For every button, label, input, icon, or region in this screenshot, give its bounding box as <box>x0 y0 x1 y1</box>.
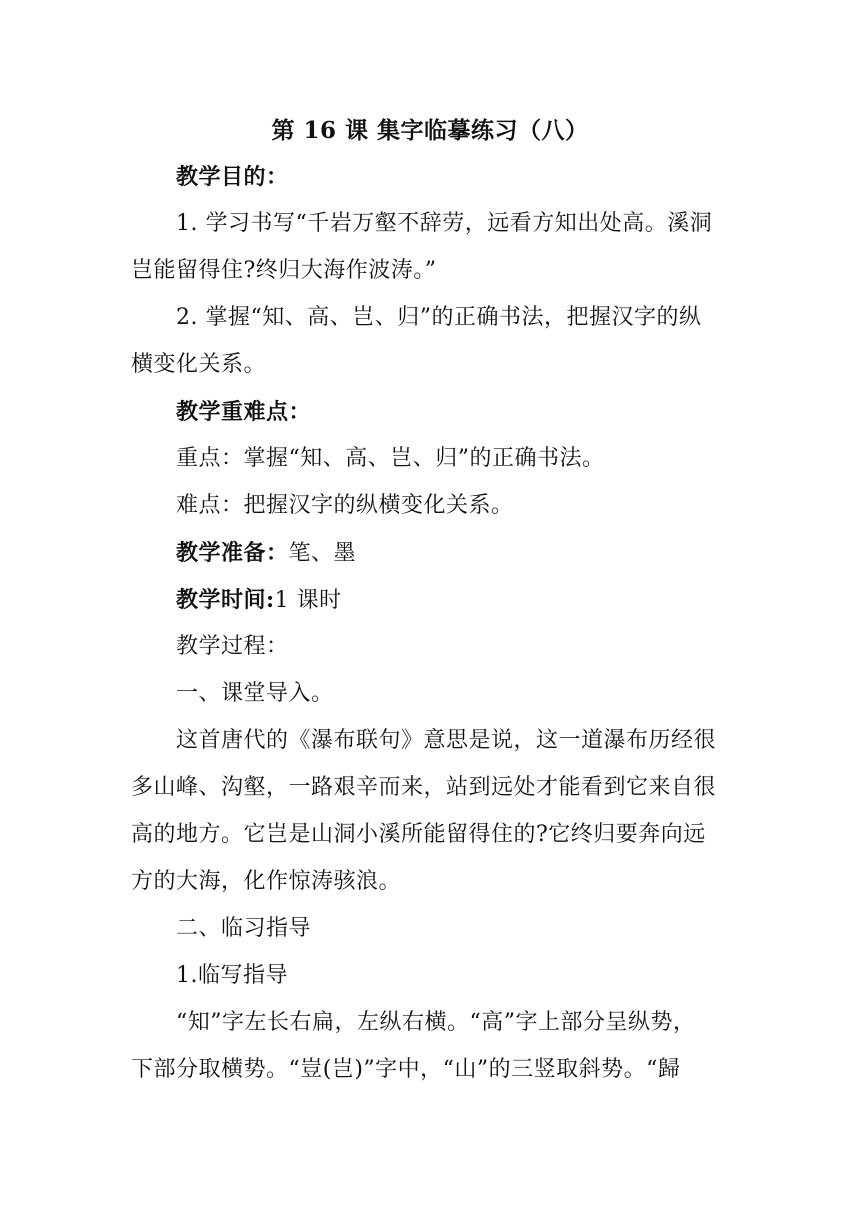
time-value: 1 课时 <box>274 588 342 613</box>
key-point: 重点：掌握“知、高、岂、归”的正确书法。 <box>176 446 605 471</box>
paragraph-1-line-1: 这首唐代的《瀑布联句》意思是说，这一道瀑布历经很 <box>176 728 717 753</box>
process-heading: 教学过程： <box>176 634 289 659</box>
time-label: 教学时间: <box>176 587 275 613</box>
paragraph-1-line-2: 多山峰、沟壑，一路艰辛而来，站到远处才能看到它来自很 <box>131 775 717 800</box>
goal-2-line-2: 横变化关系。 <box>131 352 267 377</box>
preparation-line <box>176 538 356 569</box>
subsection-1-heading: 1.临写指导 <box>176 963 288 988</box>
paragraph-2-line-2: 下部分取横势。“豈(岂)”字中，“山”的三竖取斜势。“歸 <box>131 1057 681 1082</box>
difficult-point: 难点：把握汉字的纵横变化关系。 <box>176 493 514 518</box>
preparation-label: 教学准备： <box>176 540 289 566</box>
paragraph-1-line-3: 高的地方。它岂是山洞小溪所能留得住的?它终归要奔向远 <box>131 822 706 847</box>
section-2-heading: 二、临习指导 <box>176 916 312 941</box>
paragraph-2-line-1: “知”字左长右扁，左纵右横。“高”字上部分呈纵势， <box>176 1010 696 1035</box>
preparation-value: 笔、墨 <box>288 541 357 566</box>
difficulty-heading: 教学重难点： <box>176 399 312 425</box>
goal-1-line-2: 岂能留得住?终归大海作波涛。” <box>131 258 437 283</box>
goal-2-line-1: 2. 掌握“知、高、岂、归”的正确书法，把握汉字的纵 <box>176 305 702 330</box>
goal-1-line-1: 1. 学习书写“千岩万壑不辞劳，远看方知出处高。溪洞 <box>176 211 713 236</box>
paragraph-1-line-4: 方的大海，化作惊涛骇浪。 <box>131 869 402 894</box>
time-line <box>176 585 342 616</box>
section-1-heading: 一、课堂导入。 <box>176 681 334 706</box>
goal-heading: 教学目的： <box>176 164 289 190</box>
page-title: 第 16 课 集字临摹练习（八） <box>271 117 589 144</box>
